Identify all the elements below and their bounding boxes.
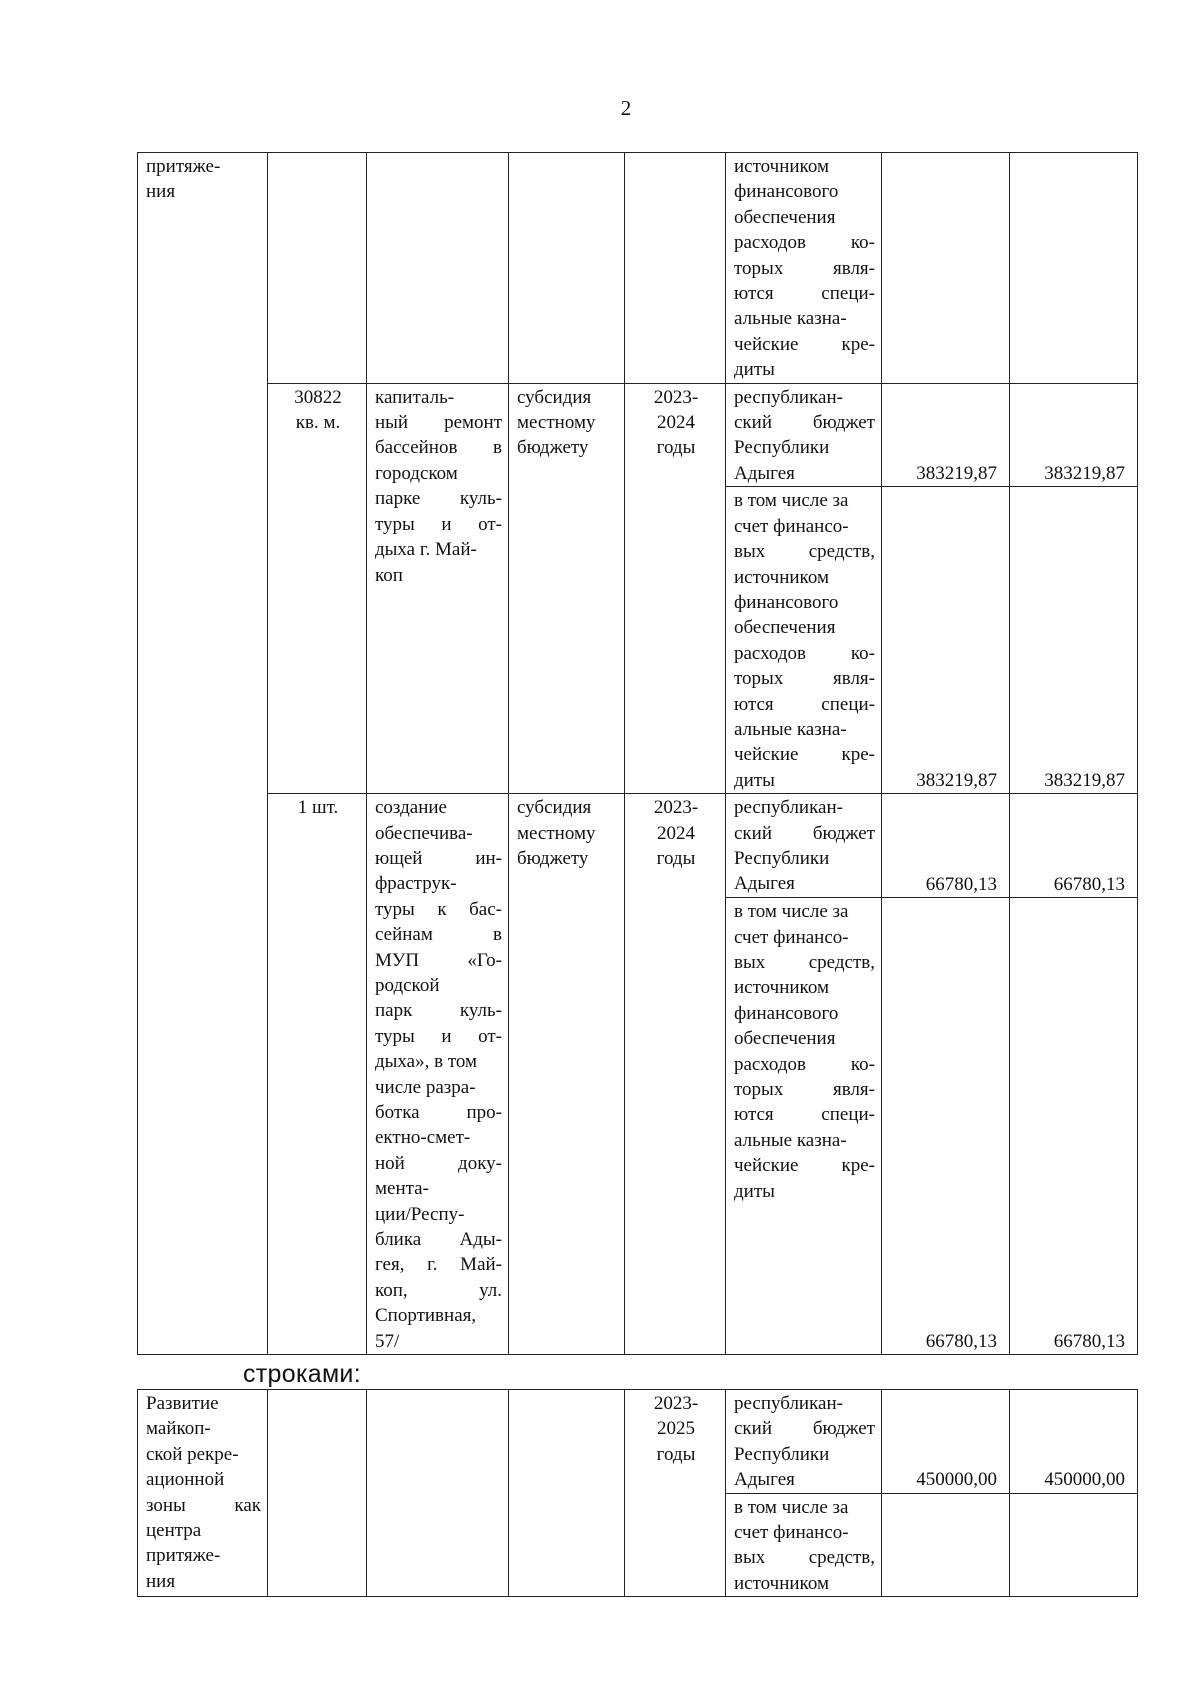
text-line: финансового <box>734 591 839 613</box>
table-row <box>138 153 1138 384</box>
form-cell <box>509 794 625 1355</box>
text-line: обеспечения <box>734 1028 836 1050</box>
form-cell <box>509 153 625 384</box>
text-line: альные казна- <box>734 308 847 330</box>
text-line: счет финансо- <box>734 1522 849 1544</box>
text-line: расходов ко- <box>734 1053 875 1075</box>
source-note-cell <box>726 153 882 384</box>
text-line: ния <box>146 1570 176 1592</box>
text-line: 2024 <box>657 822 695 844</box>
text-line: родской <box>375 975 440 996</box>
amount-cell: 66780,13 <box>882 898 1010 1355</box>
event-cell <box>367 1390 509 1597</box>
text-line: центра <box>146 1520 202 1542</box>
form-cell <box>509 1390 625 1597</box>
text-line: дыха г. Май- <box>375 539 477 561</box>
table-row <box>138 1390 1138 1494</box>
text-line: расходов ко- <box>734 642 875 664</box>
text-line: ции/Респу- <box>375 1203 465 1225</box>
text-line: финансового <box>734 1002 839 1024</box>
text-line: ются специ- <box>734 1104 875 1126</box>
text-line: числе разра- <box>375 1076 476 1098</box>
table-row <box>138 383 1138 487</box>
measures-table-bottom <box>137 1389 1138 1597</box>
source-cell <box>726 1390 882 1494</box>
text-line: дыха», в том <box>375 1051 478 1073</box>
text-line: торых явля- <box>734 257 875 279</box>
text-line: вых средств, <box>734 1547 875 1569</box>
text-line: торых явля- <box>734 1079 875 1101</box>
text-line: чейские кре- <box>734 1155 875 1177</box>
text-line: в том числе за <box>734 901 849 923</box>
quantity-cell <box>268 153 367 384</box>
text-line: субсидия <box>517 797 592 819</box>
source-note-cell <box>726 487 882 794</box>
text-line: Адыгея <box>734 1469 795 1491</box>
measure-name-cell <box>138 1390 268 1597</box>
text-line: 2024 <box>657 412 695 434</box>
text-line: туры и от- <box>375 1025 502 1047</box>
text-line: мента- <box>375 1178 429 1200</box>
text-line: Адыгея <box>734 873 795 895</box>
text-line: бюджету <box>517 847 589 869</box>
event-cell <box>367 153 509 384</box>
text-line: парке куль- <box>375 488 502 510</box>
text-line: чейские кре- <box>734 333 875 355</box>
amount-cell: 450000,00 <box>882 1390 1010 1494</box>
page-number: 2 <box>620 96 632 120</box>
event-cell <box>367 794 509 1355</box>
years-cell <box>625 383 726 794</box>
text-line: притяже- <box>146 156 221 177</box>
text-line: источником <box>734 1572 829 1594</box>
text-line: кв. м. <box>295 412 341 434</box>
text-line: городском <box>375 462 458 484</box>
text-line: источником <box>734 156 829 177</box>
text-line: республикан- <box>734 1393 843 1414</box>
measure-name-cell <box>138 153 268 1355</box>
text-line: вых средств, <box>734 952 875 974</box>
quantity-cell <box>268 383 367 794</box>
amount-cell: 383219,87 <box>1010 487 1138 794</box>
text-line: капиталь- <box>375 386 455 408</box>
amount-cell: 383219,87 <box>1010 383 1138 487</box>
text-line: альные казна- <box>734 1129 847 1151</box>
text-line: счет финансо- <box>734 515 849 537</box>
text-line: обеспечива- <box>375 822 473 844</box>
text-line: ются специ- <box>734 283 875 305</box>
source-cell <box>726 794 882 898</box>
text-line: годы <box>656 847 696 869</box>
text-line: 2023- <box>653 386 699 408</box>
text-line: ющей ин- <box>375 847 502 869</box>
text-line: в том числе за <box>734 490 849 512</box>
text-line: расходов ко- <box>734 232 875 254</box>
text-line: источником <box>734 566 829 588</box>
text-line: майкоп- <box>146 1418 211 1440</box>
text-line: Республики <box>734 1443 830 1465</box>
table-row <box>138 794 1138 898</box>
text-line: диты <box>734 769 775 791</box>
text-line: бюджету <box>517 437 589 459</box>
continuation-label: строками: <box>243 1360 361 1388</box>
text-line: вых средств, <box>734 541 875 563</box>
source-note-cell <box>726 898 882 1355</box>
text-line: сейнам в <box>375 924 502 946</box>
text-line: ботка про- <box>375 1102 502 1124</box>
text-line: обеспечения <box>734 617 836 639</box>
text-line: ектно-смет- <box>375 1127 471 1149</box>
text-line: торых явля- <box>734 668 875 690</box>
years-cell <box>625 153 726 384</box>
text-line: коп, ул. <box>375 1279 502 1301</box>
measures-table-top <box>137 152 1138 1355</box>
text-line: ский бюджет <box>734 412 875 434</box>
text-line: местному <box>517 412 596 434</box>
text-line: фраструк- <box>375 873 457 895</box>
text-line: притяже- <box>146 1545 221 1567</box>
text-line: диты <box>734 359 775 381</box>
text-line: МУП «Го- <box>375 949 502 971</box>
amount-cell: 383219,87 <box>882 487 1010 794</box>
years-cell <box>625 794 726 1355</box>
text-line: ния <box>146 181 176 203</box>
text-line: субсидия <box>517 386 592 408</box>
text-line: ный ремонт <box>375 412 502 434</box>
text-line: ационной <box>146 1469 225 1491</box>
text-line: ский бюджет <box>734 1418 875 1440</box>
text-line: 1 шт. <box>297 797 339 819</box>
years-cell <box>625 1390 726 1597</box>
text-line: создание <box>375 797 447 819</box>
amount-cell: 66780,13 <box>882 794 1010 898</box>
text-line: ский бюджет <box>734 822 875 844</box>
text-line: финансового <box>734 181 839 203</box>
form-cell <box>509 383 625 794</box>
text-line: Спортивная, <box>375 1305 477 1327</box>
amount-cell: 66780,13 <box>1010 794 1138 898</box>
text-line: Республики <box>734 437 830 459</box>
text-line: ются специ- <box>734 693 875 715</box>
text-line: местному <box>517 822 596 844</box>
text-line: блика Ады- <box>375 1229 502 1251</box>
text-line: 2025 <box>657 1418 695 1440</box>
amount-cell <box>882 153 1010 384</box>
amount-cell <box>882 1493 1010 1597</box>
text-line: чейские кре- <box>734 744 875 766</box>
text-line: источником <box>734 977 829 999</box>
text-line: республикан- <box>734 386 843 408</box>
text-line: диты <box>734 1180 775 1202</box>
text-line: республикан- <box>734 797 843 819</box>
amount-cell <box>1010 1493 1138 1597</box>
text-line: бассейнов в <box>375 437 502 459</box>
text-line: 30822 <box>294 386 342 408</box>
text-line: Развитие <box>146 1393 219 1414</box>
quantity-cell <box>268 1390 367 1597</box>
text-line: 2023- <box>653 1393 699 1414</box>
text-line: Республики <box>734 847 830 869</box>
text-line: гея, г. Май- <box>375 1254 502 1276</box>
text-line: туры и от- <box>375 513 502 535</box>
text-line: туры к бас- <box>375 898 502 920</box>
amount-cell: 383219,87 <box>882 383 1010 487</box>
text-line: в том числе за <box>734 1496 849 1518</box>
text-line: ной доку- <box>375 1152 502 1174</box>
text-line: обеспечения <box>734 206 836 228</box>
text-line: Адыгея <box>734 462 795 484</box>
text-line: 57/ <box>375 1330 400 1352</box>
source-note-cell <box>726 1493 882 1597</box>
source-cell <box>726 383 882 487</box>
text-line: счет финансо- <box>734 926 849 948</box>
text-line: парк куль- <box>375 1000 502 1022</box>
text-line: ской рекре- <box>146 1443 239 1465</box>
amount-cell <box>1010 153 1138 384</box>
text-line: альные казна- <box>734 718 847 740</box>
event-cell <box>367 383 509 794</box>
text-line: зоны как <box>146 1494 261 1516</box>
text-line: годы <box>656 437 696 459</box>
text-line: 2023- <box>653 797 699 819</box>
text-line: годы <box>656 1443 696 1465</box>
quantity-cell <box>268 794 367 1355</box>
amount-cell: 66780,13 <box>1010 898 1138 1355</box>
amount-cell: 450000,00 <box>1010 1390 1138 1494</box>
text-line: коп <box>375 564 403 586</box>
